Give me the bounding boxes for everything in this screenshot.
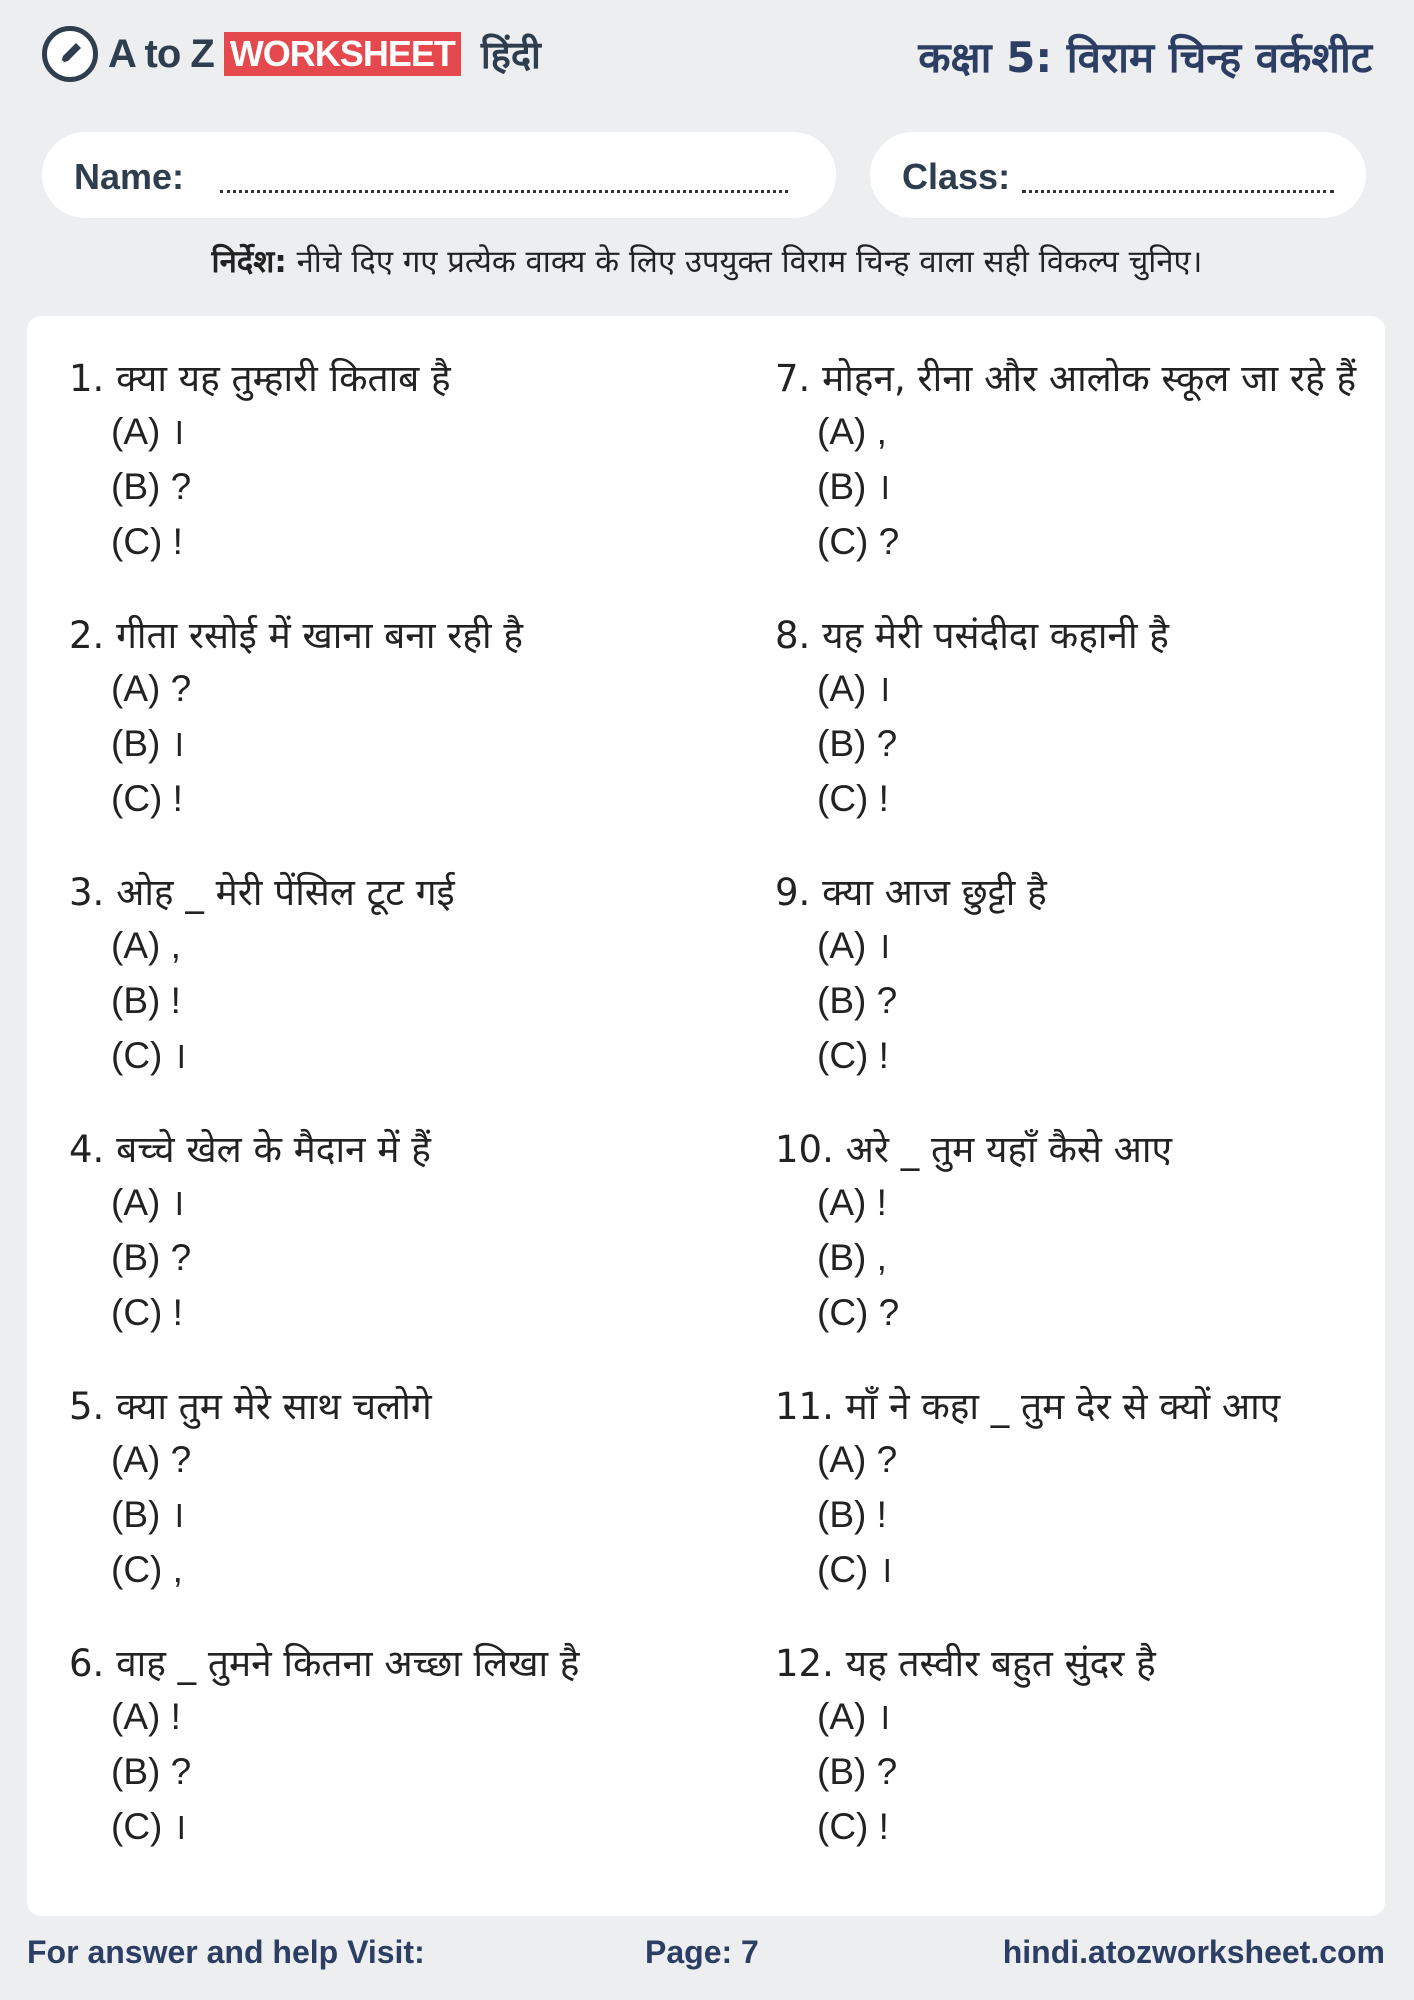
logo-badge: WORKSHEET [224, 32, 461, 76]
question [775, 354, 1395, 611]
header [42, 22, 1372, 86]
question-text: 6. वाह _ तुमने कितना अच्छा लिखा है [69, 1642, 580, 1685]
page-number: Page: 7 [645, 1934, 759, 1970]
instruction-label: निर्देश: [211, 244, 287, 280]
option[interactable]: (A) । [111, 411, 185, 452]
option[interactable]: (C) ! [817, 1035, 889, 1076]
question [69, 354, 689, 611]
option[interactable]: (B) । [817, 466, 891, 507]
question [69, 1125, 689, 1382]
name-label: Name: [74, 156, 185, 197]
option[interactable]: (A) , [817, 411, 887, 452]
option[interactable]: (B) ! [111, 980, 181, 1021]
option[interactable]: (B) ? [111, 1751, 192, 1792]
option[interactable]: (A) । [817, 668, 891, 709]
option[interactable]: (C) ! [817, 1806, 889, 1847]
option[interactable]: (C) ! [111, 1292, 183, 1333]
option[interactable]: (B) ? [817, 723, 898, 764]
option[interactable]: (B) । [111, 1494, 185, 1535]
instruction [0, 240, 1414, 282]
question-text: 5. क्या तुम मेरे साथ चलोगे [69, 1385, 432, 1428]
class-line [1022, 190, 1334, 193]
question-text: 7. मोहन, रीना और आलोक स्कूल जा रहे हैं [775, 357, 1357, 400]
questions-column-right [775, 354, 1395, 1896]
question [775, 1125, 1395, 1382]
page-title: कक्षा 5: विराम चिन्ह वर्कशीट [918, 33, 1372, 82]
option[interactable]: (B) । [111, 723, 185, 764]
option[interactable]: (A) , [111, 925, 181, 966]
website-link[interactable]: hindi.atozworksheet.com [1002, 1934, 1385, 1970]
option[interactable]: (C) । [817, 1549, 893, 1590]
option[interactable]: (C) । [111, 1035, 187, 1076]
question-text: 2. गीता रसोई में खाना बना रही है [69, 614, 523, 657]
option[interactable]: (B) , [817, 1237, 887, 1278]
question-text: 1. क्या यह तुम्हारी किताब है [69, 357, 451, 400]
class-label: Class: [902, 156, 1011, 197]
footer-help: For answer and help Visit: [27, 1934, 425, 1970]
option[interactable]: (A) ! [111, 1696, 181, 1737]
question [69, 1382, 689, 1639]
option[interactable]: (C) ? [817, 521, 900, 562]
question [775, 611, 1395, 868]
question [69, 611, 689, 868]
name-field[interactable] [42, 132, 836, 218]
question-text: 4. बच्चे खेल के मैदान में हैं [69, 1128, 431, 1171]
question [775, 1639, 1395, 1896]
option[interactable]: (B) ? [111, 1237, 192, 1278]
name-line [220, 190, 788, 193]
option[interactable]: (A) । [111, 1182, 185, 1223]
logo[interactable] [42, 22, 541, 86]
option[interactable]: (C) । [111, 1806, 187, 1847]
question [775, 1382, 1395, 1639]
option[interactable]: (B) ? [817, 980, 898, 1021]
question-text: 11. माँ ने कहा _ तुम देर से क्यों आए [775, 1385, 1281, 1428]
option[interactable]: (A) । [817, 1696, 891, 1737]
option[interactable]: (A) । [817, 925, 891, 966]
logo-text: A to Z [108, 31, 214, 76]
question [69, 868, 689, 1125]
question [775, 868, 1395, 1125]
question [69, 1639, 689, 1896]
question-text: 8. यह मेरी पसंदीदा कहानी है [775, 614, 1169, 657]
question-text: 12. यह तस्वीर बहुत सुंदर है [775, 1642, 1156, 1685]
option[interactable]: (B) ? [111, 466, 192, 507]
option[interactable]: (C) ! [111, 521, 183, 562]
questions-card [27, 316, 1385, 1916]
logo-language: हिंदी [480, 33, 541, 77]
option[interactable]: (A) ! [817, 1182, 887, 1223]
option[interactable]: (B) ? [817, 1751, 898, 1792]
option[interactable]: (A) ? [111, 668, 192, 709]
instruction-text: नीचे दिए गए प्रत्येक वाक्य के लिए उपयुक्त विराम चिन्ह वाला सही विकल्प चुनिए। [286, 244, 1203, 280]
question-text: 10. अरे _ तुम यहाँ कैसे आए [775, 1128, 1172, 1171]
questions-column-left [69, 354, 689, 1896]
footer [27, 1930, 1385, 1980]
option[interactable]: (A) ? [817, 1439, 898, 1480]
pen-icon [42, 26, 98, 82]
question-text: 3. ओह _ मेरी पेंसिल टूट गई [69, 871, 455, 914]
option[interactable]: (C) ? [817, 1292, 900, 1333]
option[interactable]: (C) , [111, 1549, 183, 1590]
option[interactable]: (C) ! [817, 778, 889, 819]
class-field[interactable] [870, 132, 1366, 218]
option[interactable]: (B) ! [817, 1494, 887, 1535]
question-text: 9. क्या आज छुट्टी है [775, 871, 1047, 914]
option[interactable]: (A) ? [111, 1439, 192, 1480]
option[interactable]: (C) ! [111, 778, 183, 819]
